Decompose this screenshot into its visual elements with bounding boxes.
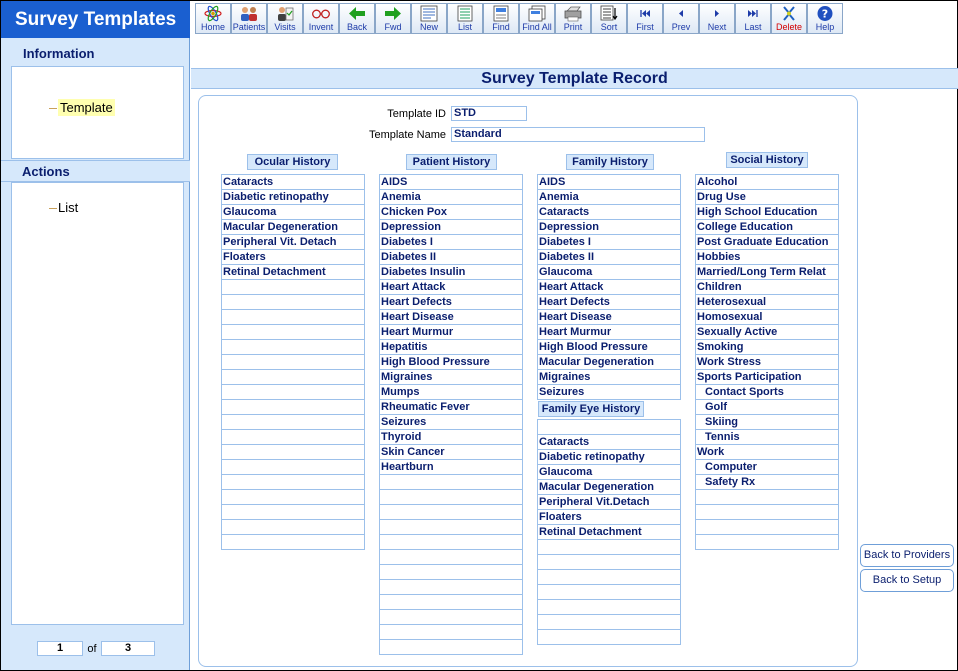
invent-button[interactable] bbox=[303, 3, 339, 34]
list-item[interactable] bbox=[221, 490, 365, 505]
list-item[interactable] bbox=[379, 475, 523, 490]
list-item[interactable]: Depression bbox=[537, 220, 681, 235]
toolbar-label: Find bbox=[492, 22, 510, 32]
list-item[interactable]: Glaucoma bbox=[537, 265, 681, 280]
list-item[interactable] bbox=[379, 520, 523, 535]
list-item[interactable] bbox=[221, 445, 365, 460]
toolbar-label: Sort bbox=[600, 22, 618, 32]
clipboard-icon bbox=[275, 5, 295, 22]
list-item[interactable] bbox=[537, 570, 681, 585]
list-item[interactable] bbox=[221, 295, 365, 310]
list-item[interactable]: Heart Defects bbox=[537, 295, 681, 310]
list-item[interactable] bbox=[221, 370, 365, 385]
list-item[interactable] bbox=[221, 520, 365, 535]
next-icon bbox=[707, 5, 727, 22]
list-item[interactable]: Diabetes Insulin bbox=[379, 265, 523, 280]
list-item[interactable]: Seizures bbox=[379, 415, 523, 430]
list-item[interactable]: Heart Defects bbox=[379, 295, 523, 310]
list-item[interactable] bbox=[221, 415, 365, 430]
patients-button[interactable] bbox=[231, 3, 267, 34]
back-button[interactable] bbox=[339, 3, 375, 34]
delete-button[interactable] bbox=[771, 3, 807, 34]
total-records-field: 3 bbox=[101, 641, 155, 656]
list-item[interactable]: Children bbox=[695, 280, 839, 295]
home-button[interactable] bbox=[195, 3, 231, 34]
template-id-field[interactable]: STD bbox=[451, 106, 527, 121]
tree-item-template[interactable] bbox=[49, 100, 115, 115]
list-item[interactable] bbox=[221, 460, 365, 475]
list-item[interactable]: Heartburn bbox=[379, 460, 523, 475]
ocular-history-header: Ocular History bbox=[247, 154, 338, 170]
record-title-bar bbox=[191, 68, 958, 89]
list-item[interactable] bbox=[379, 580, 523, 595]
sort-button[interactable] bbox=[591, 3, 627, 34]
delete-icon bbox=[779, 5, 799, 22]
first-icon bbox=[635, 5, 655, 22]
list-item[interactable]: Skiing bbox=[695, 415, 839, 430]
toolbar-label: Next bbox=[707, 22, 727, 32]
list-item[interactable] bbox=[537, 630, 681, 645]
list-item[interactable]: Diabetes I bbox=[537, 235, 681, 250]
list-item[interactable] bbox=[221, 355, 365, 370]
list-item[interactable]: Migraines bbox=[379, 370, 523, 385]
find-all-icon bbox=[527, 5, 547, 22]
list-item[interactable]: Glaucoma bbox=[537, 465, 681, 480]
list-item[interactable] bbox=[221, 475, 365, 490]
list-item[interactable]: Seizures bbox=[537, 385, 681, 400]
toolbar-label: New bbox=[419, 22, 438, 32]
new-button[interactable] bbox=[411, 3, 447, 34]
list-item[interactable]: Tennis bbox=[695, 430, 839, 445]
list-item[interactable]: Hobbies bbox=[695, 250, 839, 265]
list-item[interactable]: AIDS bbox=[379, 175, 523, 190]
list-item[interactable]: Heterosexual bbox=[695, 295, 839, 310]
new-form-icon bbox=[419, 5, 439, 22]
toolbar-label: Last bbox=[744, 22, 762, 32]
list-item[interactable]: Work bbox=[695, 445, 839, 460]
list-item[interactable]: Heart Murmur bbox=[379, 325, 523, 340]
list-item[interactable]: Alcohol bbox=[695, 175, 839, 190]
list-item[interactable]: Drug Use bbox=[695, 190, 839, 205]
list-item[interactable] bbox=[379, 550, 523, 565]
toolbar-label: First bbox=[636, 22, 654, 32]
tree-connector bbox=[49, 108, 57, 109]
list-button[interactable] bbox=[447, 3, 483, 34]
arrow-right-icon bbox=[383, 5, 403, 22]
family-eye-history-list bbox=[537, 419, 681, 645]
list-item[interactable]: Smoking bbox=[695, 340, 839, 355]
list-item[interactable]: Hepatitis bbox=[379, 340, 523, 355]
list-item[interactable] bbox=[379, 610, 523, 625]
last-button[interactable] bbox=[735, 3, 771, 34]
list-item[interactable]: Floaters bbox=[221, 250, 365, 265]
list-item[interactable]: Anemia bbox=[379, 190, 523, 205]
svg-text:?: ? bbox=[821, 7, 829, 21]
list-item[interactable]: Floaters bbox=[537, 510, 681, 525]
list-item[interactable]: Cataracts bbox=[537, 205, 681, 220]
template-name-label: Template Name bbox=[368, 129, 446, 141]
list-item[interactable] bbox=[221, 280, 365, 295]
page-title: Survey Template Record bbox=[481, 70, 668, 87]
help-button[interactable] bbox=[807, 3, 843, 34]
list-item[interactable] bbox=[379, 640, 523, 655]
list-item[interactable]: Sexually Active bbox=[695, 325, 839, 340]
toolbar-label: Fwd bbox=[384, 22, 402, 32]
family-eye-history-header: Family Eye History bbox=[538, 401, 644, 417]
toolbar-label: Patients bbox=[232, 22, 266, 32]
toolbar-label: Invent bbox=[308, 22, 334, 32]
list-item[interactable]: Anemia bbox=[537, 190, 681, 205]
list-item[interactable] bbox=[537, 540, 681, 555]
last-icon bbox=[743, 5, 763, 22]
list-item[interactable] bbox=[221, 400, 365, 415]
actions-panel bbox=[11, 182, 184, 625]
list-item[interactable]: Peripheral Vit.Detach bbox=[537, 495, 681, 510]
list-item[interactable] bbox=[537, 615, 681, 630]
toolbar-label: Delete bbox=[775, 22, 802, 32]
toolbar-label: Visits bbox=[274, 22, 296, 32]
list-item[interactable]: Mumps bbox=[379, 385, 523, 400]
toolbar-label: Print bbox=[563, 22, 583, 32]
list-item[interactable] bbox=[695, 490, 839, 505]
atom-icon bbox=[203, 5, 223, 22]
list-item[interactable]: Post Graduate Education bbox=[695, 235, 839, 250]
list-item[interactable]: Cataracts bbox=[537, 435, 681, 450]
list-item[interactable]: Peripheral Vit. Detach bbox=[221, 235, 365, 250]
list-item[interactable]: Safety Rx bbox=[695, 475, 839, 490]
list-item[interactable]: Heart Attack bbox=[537, 280, 681, 295]
help-icon bbox=[815, 5, 835, 22]
social-history-list bbox=[695, 174, 839, 550]
list-item[interactable]: High Blood Pressure bbox=[537, 340, 681, 355]
back-to-setup-button[interactable]: Back to Setup bbox=[860, 569, 954, 592]
printer-icon bbox=[563, 5, 583, 22]
list-item[interactable] bbox=[379, 565, 523, 580]
list-item[interactable]: Migraines bbox=[537, 370, 681, 385]
sort-icon bbox=[599, 5, 619, 22]
list-item[interactable] bbox=[379, 625, 523, 640]
list-item[interactable]: Heart Disease bbox=[379, 310, 523, 325]
list-item[interactable]: Macular Degeneration bbox=[537, 480, 681, 495]
template-name-field[interactable]: Standard bbox=[451, 127, 705, 142]
prev-button[interactable] bbox=[663, 3, 699, 34]
forward-button[interactable] bbox=[375, 3, 411, 34]
toolbar bbox=[195, 3, 843, 34]
list-item[interactable]: Diabetes II bbox=[379, 250, 523, 265]
sidebar bbox=[1, 1, 190, 670]
list-item[interactable]: Thyroid bbox=[379, 430, 523, 445]
toolbar-label: Back bbox=[346, 22, 367, 32]
list-item[interactable]: College Education bbox=[695, 220, 839, 235]
list-item[interactable]: Sports Participation bbox=[695, 370, 839, 385]
first-button[interactable] bbox=[627, 3, 663, 34]
social-history-header: Social History bbox=[726, 152, 808, 168]
list-item[interactable]: Golf bbox=[695, 400, 839, 415]
toolbar-label: Help bbox=[815, 22, 835, 32]
list-item[interactable]: Chicken Pox bbox=[379, 205, 523, 220]
list-item[interactable] bbox=[221, 430, 365, 445]
list-item[interactable] bbox=[221, 310, 365, 325]
list-item[interactable]: High School Education bbox=[695, 205, 839, 220]
next-button[interactable] bbox=[699, 3, 735, 34]
list-item[interactable]: Heart Disease bbox=[537, 310, 681, 325]
prev-icon bbox=[671, 5, 691, 22]
visits-button[interactable] bbox=[267, 3, 303, 34]
toolbar-label: Find All bbox=[522, 22, 552, 32]
list-item[interactable]: Macular Degeneration bbox=[221, 220, 365, 235]
list-item[interactable]: Contact Sports bbox=[695, 385, 839, 400]
list-item[interactable] bbox=[695, 520, 839, 535]
information-header: Information bbox=[23, 46, 95, 61]
current-record-field[interactable]: 1 bbox=[37, 641, 83, 656]
list-item[interactable]: Cataracts bbox=[221, 175, 365, 190]
family-history-list bbox=[537, 174, 681, 400]
people-icon bbox=[239, 5, 259, 22]
patient-history-header: Patient History bbox=[406, 154, 497, 170]
tree-item-label: List bbox=[58, 200, 79, 215]
list-item[interactable] bbox=[221, 325, 365, 340]
list-item[interactable] bbox=[379, 595, 523, 610]
list-item[interactable] bbox=[537, 420, 681, 435]
arrow-left-icon bbox=[347, 5, 367, 22]
list-item[interactable]: Diabetes II bbox=[537, 250, 681, 265]
list-item[interactable]: Homosexual bbox=[695, 310, 839, 325]
list-item[interactable] bbox=[379, 505, 523, 520]
list-item[interactable]: Macular Degeneration bbox=[537, 355, 681, 370]
list-item[interactable] bbox=[537, 585, 681, 600]
toolbar-label: List bbox=[457, 22, 472, 32]
actions-header: Actions bbox=[1, 160, 190, 182]
list-item[interactable]: Skin Cancer bbox=[379, 445, 523, 460]
toolbar-label: Prev bbox=[671, 22, 691, 32]
ocular-history-list bbox=[221, 174, 365, 550]
list-item[interactable] bbox=[537, 600, 681, 615]
list-item[interactable]: Computer bbox=[695, 460, 839, 475]
list-item[interactable] bbox=[221, 385, 365, 400]
record-pager bbox=[37, 641, 155, 656]
pager-of-label: of bbox=[87, 642, 97, 655]
list-item[interactable]: Diabetic retinopathy bbox=[537, 450, 681, 465]
list-item[interactable]: Diabetes I bbox=[379, 235, 523, 250]
list-item[interactable]: Rheumatic Fever bbox=[379, 400, 523, 415]
list-item[interactable]: Diabetic retinopathy bbox=[221, 190, 365, 205]
list-item[interactable] bbox=[221, 340, 365, 355]
list-item[interactable]: High Blood Pressure bbox=[379, 355, 523, 370]
information-panel bbox=[11, 66, 184, 159]
list-item[interactable]: Married/Long Term Relat bbox=[695, 265, 839, 280]
family-history-header: Family History bbox=[566, 154, 654, 170]
list-item[interactable]: Work Stress bbox=[695, 355, 839, 370]
glasses-icon bbox=[311, 5, 331, 22]
tree-connector bbox=[49, 208, 57, 209]
list-item[interactable]: Depression bbox=[379, 220, 523, 235]
tree-item-label: Template bbox=[60, 100, 113, 115]
list-item[interactable] bbox=[379, 490, 523, 505]
toolbar-label: Home bbox=[200, 22, 225, 32]
list-item[interactable] bbox=[695, 505, 839, 520]
patient-history-list bbox=[379, 174, 523, 655]
list-icon bbox=[455, 5, 475, 22]
template-id-label: Template ID bbox=[387, 108, 446, 120]
list-item[interactable] bbox=[221, 505, 365, 520]
list-item[interactable]: Heart Murmur bbox=[537, 325, 681, 340]
print-button[interactable] bbox=[555, 3, 591, 34]
list-item[interactable]: Heart Attack bbox=[379, 280, 523, 295]
list-item[interactable] bbox=[537, 555, 681, 570]
list-item[interactable] bbox=[379, 535, 523, 550]
tree-item-list[interactable] bbox=[49, 200, 78, 215]
back-to-providers-button[interactable]: Back to Providers bbox=[860, 544, 954, 567]
list-item[interactable]: Retinal Detachment bbox=[537, 525, 681, 540]
list-item[interactable]: AIDS bbox=[537, 175, 681, 190]
list-item[interactable] bbox=[221, 535, 365, 550]
list-item[interactable] bbox=[695, 535, 839, 550]
find-button[interactable] bbox=[483, 3, 519, 34]
find-icon bbox=[491, 5, 511, 22]
find-all-button[interactable] bbox=[519, 3, 555, 34]
list-item[interactable]: Retinal Detachment bbox=[221, 265, 365, 280]
list-item[interactable]: Glaucoma bbox=[221, 205, 365, 220]
app-title: Survey Templates bbox=[1, 1, 190, 38]
